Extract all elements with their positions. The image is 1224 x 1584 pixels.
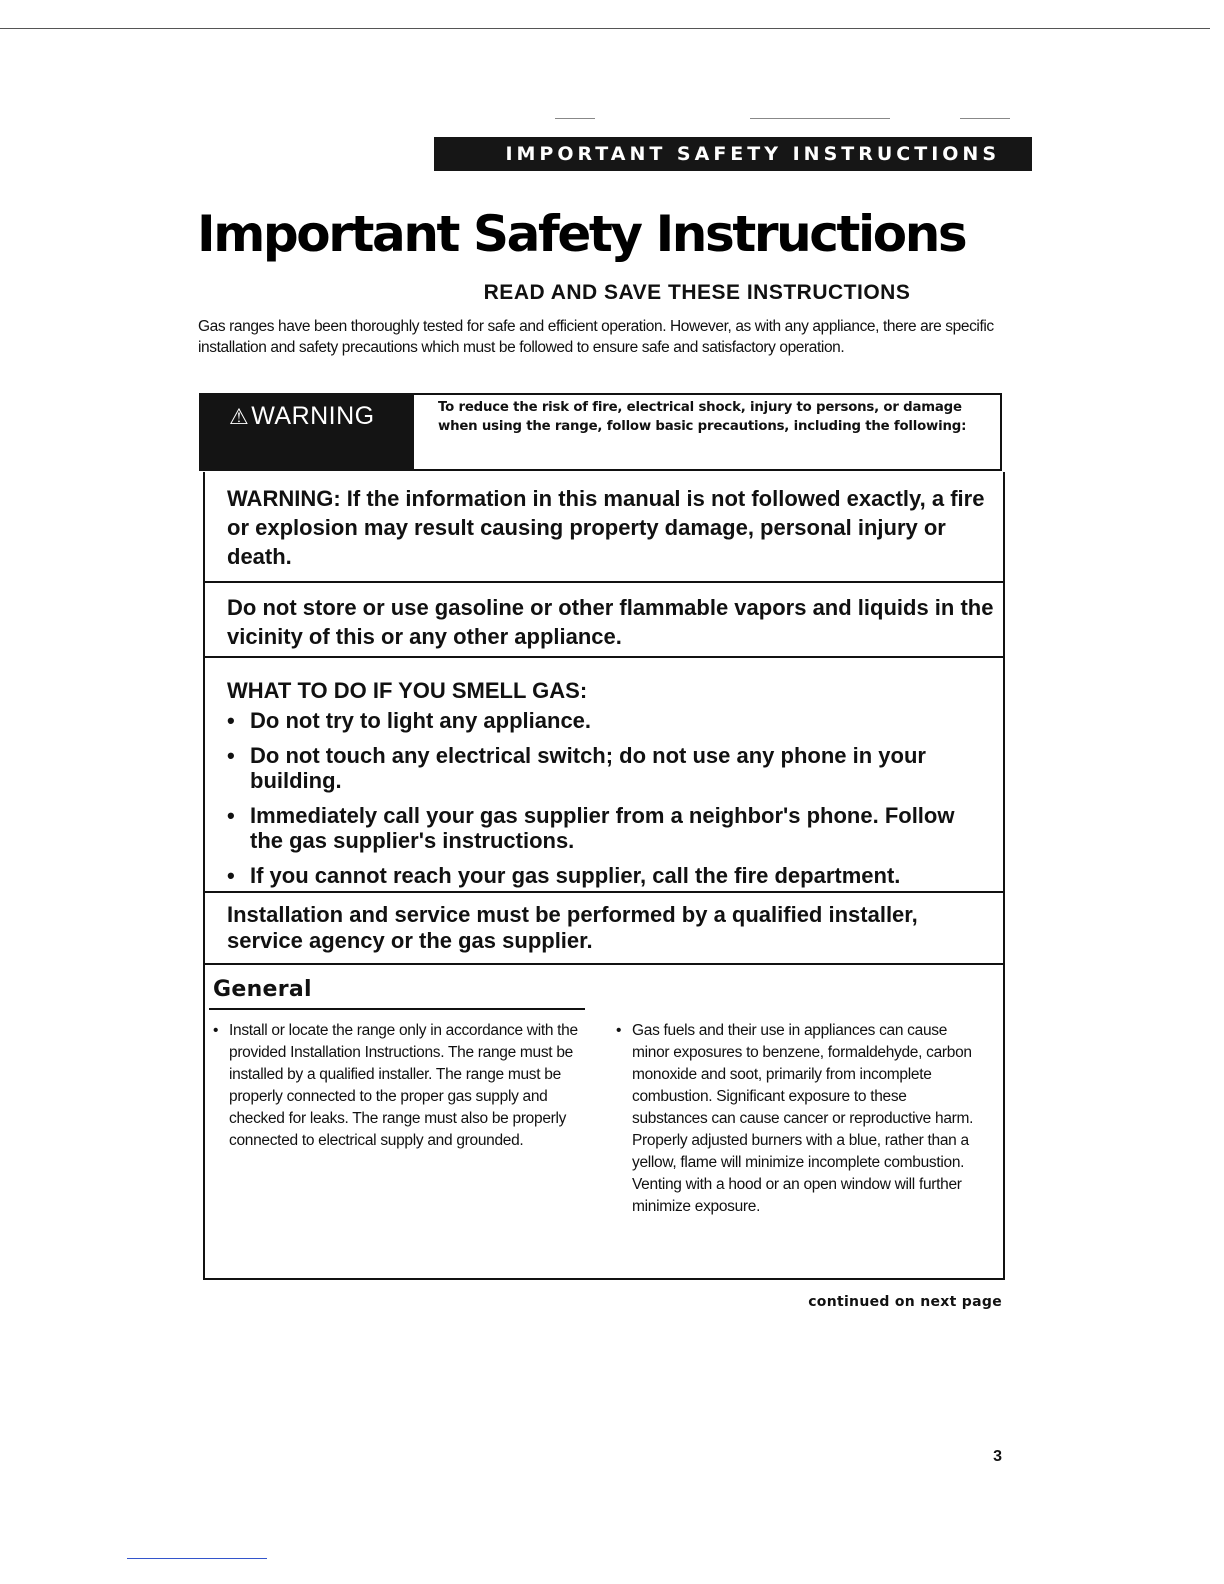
installation-text: Installation and service must be performed by a qualified installer, service agency or the gas supplier.: [227, 902, 918, 953]
list-item: • If you cannot reach your gas supplier, call the fire department.: [227, 863, 987, 888]
smell-gas-heading: WHAT TO DO IF YOU SMELL GAS:: [227, 678, 588, 703]
page-number: 3: [993, 1448, 1002, 1465]
scan-artifact: [750, 118, 890, 119]
page-title: Important Safety Instructions: [197, 205, 966, 263]
general-left-text: Install or locate the range only in accordance with the provided Installation Instructions. The range must be installed by a qualified installer. The range must be properly connected to the proper gas supply and checked for leaks. The range must also be properly connected to electrical supply and grounded.: [229, 1022, 578, 1149]
intro-paragraph: Gas ranges have been thoroughly tested for safe and efficient operation. However, as with any appliance, there are specific installation and safety precautions which must be followed to ensure safe and satisfactory operation.: [198, 318, 994, 356]
general-right-text: Gas fuels and their use in appliances can cause minor exposures to benzene, formaldehyde, carbon monoxide and soot, primarily from incomplete combustion. Significant exposure to these substances can cause cancer or reproductive harm. Properly adjusted burners with a blue, rather than a yellow, flame will minimize incomplete combustion. Venting with a hood or an open window will further minimize exposure.: [632, 1022, 974, 1215]
warning-label: WARNING: [251, 402, 375, 430]
general-heading: General: [213, 977, 312, 1002]
section-banner: IMPORTANT SAFETY INSTRUCTIONS: [434, 137, 1032, 171]
scan-artifact: [127, 1558, 267, 1559]
section-divider: [203, 963, 1005, 965]
list-item: • Immediately call your gas supplier from a neighbor's phone. Follow the gas supplier's instructions.: [227, 803, 987, 853]
list-item: • Do not touch any electrical switch; do not use any phone in your building.: [227, 743, 987, 793]
warning-label-block: [199, 393, 414, 471]
smell-gas-list: [227, 708, 987, 898]
general-column-right: [616, 1020, 986, 1218]
scan-artifact: [960, 118, 1010, 119]
list-item: • Do not try to light any appliance.: [227, 708, 987, 733]
continued-note: continued on next page: [808, 1294, 1002, 1310]
storage-warning-text: Do not store or use gasoline or other flammable vapors and liquids in the vicinity of this or any other appliance.: [227, 595, 994, 649]
bullet-glyph: •: [616, 1022, 622, 1039]
warning-triangle-icon: ⚠: [229, 404, 250, 429]
section-divider: [203, 656, 1005, 658]
section-divider: [203, 891, 1005, 893]
general-column-left: [213, 1020, 588, 1152]
info-warning-text: WARNING: If the information in this manual is not followed exactly, a fire or explosion may result causing property damage, personal injury or death.: [227, 486, 985, 569]
heading-underline: [209, 1008, 585, 1010]
bullet-glyph: •: [213, 1022, 219, 1039]
warning-text: To reduce the risk of fire, electrical shock, injury to persons, or damage when using the range, follow basic precautions, including the following:: [438, 400, 967, 434]
scan-artifact: [555, 118, 595, 119]
section-divider: [203, 581, 1005, 583]
page-subtitle: READ AND SAVE THESE INSTRUCTIONS: [483, 281, 911, 304]
scan-edge-line: [0, 28, 1210, 29]
